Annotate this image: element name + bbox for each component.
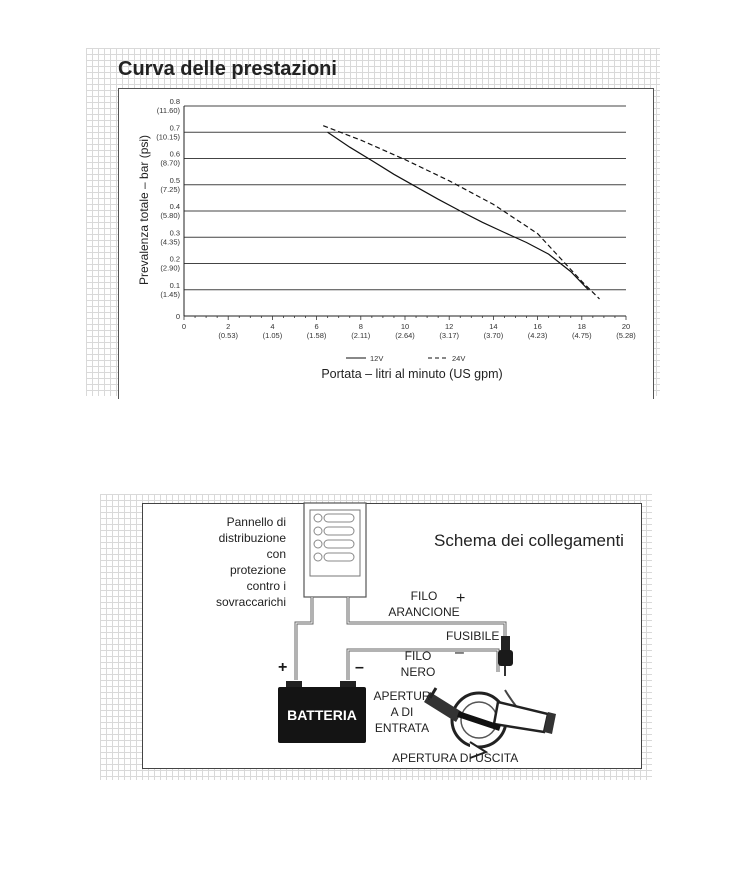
- negative-sign: –: [455, 644, 464, 661]
- x-tick-sublabel: (1.58): [306, 331, 327, 340]
- x-tick-sublabel: (4.75): [572, 331, 592, 340]
- black-wire-label-line: FILO: [404, 649, 432, 663]
- x-tick-label: 18: [577, 322, 586, 331]
- y-tick-sublabel: (8.70): [160, 158, 180, 168]
- x-tick-sublabel: (0.53): [218, 331, 238, 340]
- x-tick-sublabel: (4.23): [527, 331, 548, 340]
- pump-icon: [424, 688, 556, 758]
- fuse-label: FUSIBILE: [446, 629, 500, 643]
- panel-label: [190, 514, 286, 610]
- x-tick-label: 10: [400, 322, 410, 331]
- panel-label-line: protezione: [229, 563, 286, 577]
- y-axis-label: Prevalenza totale – bar (psi): [137, 134, 151, 286]
- inlet-label-line: ENTRATA: [374, 721, 430, 735]
- x-tick-label: 0: [181, 322, 187, 331]
- x-tick-label: 14: [489, 322, 498, 331]
- y-tick-label: 0.4: [169, 202, 180, 211]
- panel-label-line: contro i: [246, 579, 286, 593]
- battery-label: BATTERIA: [287, 707, 357, 723]
- x-tick-sublabel: (1.05): [262, 331, 283, 340]
- x-tick-label: 12: [445, 322, 454, 331]
- fuse-icon: [498, 636, 513, 676]
- y-tick-label: 0: [175, 312, 180, 321]
- battery-plus-sign: +: [278, 659, 288, 676]
- diagram-title: Schema dei collegamenti: [434, 531, 624, 550]
- orange-wire-label-line: FILO: [410, 589, 438, 603]
- panel-label-line: distribuzione: [218, 531, 286, 545]
- section-title: Curva delle prestazioni: [118, 58, 337, 80]
- orange-wire-label-line: ARANCIONE: [388, 605, 460, 619]
- y-tick-sublabel: (7.25): [160, 184, 180, 194]
- inlet-label-line: APERTUR: [373, 689, 431, 703]
- y-tick-label: 0.7: [169, 123, 180, 133]
- x-axis-label: Portata – litri al minuto (US gpm): [321, 367, 503, 381]
- y-tick-sublabel: (4.35): [160, 237, 180, 247]
- x-tick-label: 20: [621, 322, 631, 331]
- y-tick-sublabel: (1.45): [160, 289, 180, 299]
- x-tick-sublabel: (3.70): [483, 331, 504, 340]
- x-tick-label: 6: [314, 322, 319, 331]
- x-tick-sublabel: (3.17): [439, 331, 459, 340]
- distribution-panel-icon: [304, 503, 366, 597]
- x-tick-sublabel: (5.28): [616, 331, 636, 340]
- x-tick-label: 4: [270, 322, 275, 331]
- y-tick-label: 0.2: [169, 254, 180, 264]
- y-tick-label: 0.5: [169, 175, 180, 185]
- y-tick-sublabel: (10.15): [156, 132, 180, 142]
- y-tick-label: 0.3: [169, 228, 180, 238]
- y-tick-label: 0.8: [169, 97, 180, 106]
- black-wire-label-line: NERO: [400, 665, 436, 679]
- outlet-label: APERTURA DI USCITA: [392, 751, 519, 765]
- x-tick-sublabel: (2.11): [351, 331, 371, 340]
- legend-label: 24V: [452, 354, 466, 363]
- x-tick-label: 8: [358, 322, 363, 331]
- panel-label-line: sovraccarichi: [215, 595, 286, 609]
- black-wire-label: [392, 648, 444, 680]
- inlet-label: [370, 688, 434, 736]
- x-tick-label: 16: [533, 322, 542, 331]
- y-tick-label: 0.6: [169, 149, 180, 159]
- inlet-label-line: A DI: [390, 705, 414, 719]
- legend-label: 12V: [370, 354, 384, 363]
- x-tick-label: 2: [226, 322, 231, 331]
- panel-label-line: Pannello di: [226, 515, 286, 529]
- y-tick-label: 0.1: [169, 280, 180, 290]
- x-tick-sublabel: (2.64): [395, 331, 415, 340]
- panel-label-line: con: [266, 547, 286, 561]
- y-tick-sublabel: (5.80): [160, 211, 180, 220]
- y-tick-sublabel: (11.60): [156, 106, 180, 115]
- positive-sign: +: [456, 590, 466, 607]
- battery-minus-sign: –: [355, 659, 364, 676]
- y-tick-sublabel: (2.90): [160, 263, 180, 273]
